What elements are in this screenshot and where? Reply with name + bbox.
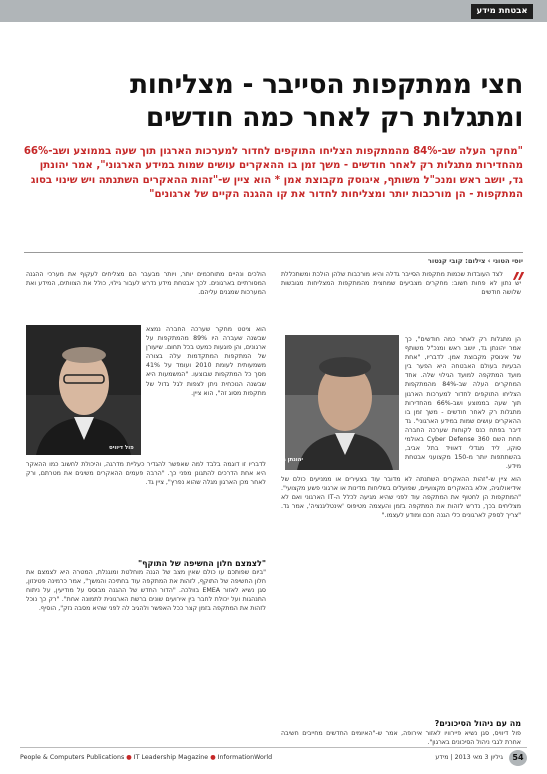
publication-name: People & Computers Publications: [20, 754, 125, 761]
separator-dot-icon: ●: [210, 754, 218, 761]
page-footer: [20, 752, 527, 766]
right-column-beside-photo: הן מתגלות רק לאחר כמה חודשים", כך אמר יהונתן גד, יושב ראש ומנכ"ל משותף של איגוסק מקבוצת אמן. לדבריו, "אחת הבעיות בעולם האבטחה היא הפער בין מועד המתקפה למועד הגילוי שלה. אחד המחקרים העלה שב-84% מהמתקפות הצליחו התוקפים לחדור למערכות הארגון תוך שעה בממוצע ושב-66% מהחדירות מתגלות רק לאחר חודשים - משך זמן בו ההאקרים עושים שמות במידע הארגוני". גד דיבר בפתח כנס לקוחות שערכה החברה תחת השם Cyber Defense 360 באולמי סוקו, ליד מגדלי דאוויד בתל אביב, בהשתתפות יותר מ-150 מקצועני אבטחת מידע.: [405, 336, 522, 471]
intro-paragraph: לצד העובדות שכמות מתקפות הסייבר גדלה והיא מורכבות שלהן הולכת ומשתכללת יש נתון לא פחות חשוב: מחקרים מצביעים שמחצית מהמתקפות המצליחות מגובשות שלושה חודשים: [281, 271, 521, 297]
issue-info: גיליון 3 מאי 2013 | מידע: [435, 754, 503, 761]
portrait-photo-gad: [285, 335, 399, 470]
headline-line-2: ומתגלות רק לאחר כמה חודשים: [145, 102, 523, 133]
portrait-davis-icon: [26, 325, 141, 455]
caption-gad: יהונתן גד: [279, 457, 303, 463]
right-column-end: פול דיוויס, סגן נשיא פיירוויו לאזור אירופה, אמר ש-"האיומים החדשים מחייבים חשיבה אחרת לגבי ניהול הסיכונים בארגון".: [281, 730, 521, 747]
left-column-end: "ביום שפותכם עו כולם שאין מצב של הגנה מוחלטת ומוגנלת, המטרה היא לצמצם את חלון החשיפה של התוקף, לזהות את המתקפה עוד בחתיכה והמשך", אמר כרמינה פטינזון, סגן נשיא לאזור EMEA בוולכה. "הדור החדש של ההגנה מבוסס על מודיעין, על ניתוח התנהגות ועל יכולת לחבר בין אירועים שונים ברשת הארגונית לתמונה אחת". "רק כך נוכל לזהות את המתקפה בזמן קצר ככל האפשר ולהגיב לה לפני שהיא מסבה נזק", הוסיף.: [26, 569, 266, 613]
footer-divider: [20, 747, 527, 748]
publications-list: [20, 754, 272, 761]
left-column-intro: הולכים ונהיים מתוחכמים יותר, ויותר מבעבר הם מצליחים לעקוף את מערכי ההגנה המסורתיים בארגונים. לכך אבטחת מידע נדרש לעבור גילוי, כולל את הצוותים, המידע ואת המערכות שמגנים עליהם.: [26, 271, 266, 297]
left-column-beside-photo: הוא ציטט מחקר שערכה החברה נמצא שבשנה שעברה היו 89% מהמתקפות על ארגונים, והן פוגעות כמעט בכל תחום. שיעורן של המתקפות המתקדמות עלה בצורה משמעותית לעומת 2010 ועומד על 41% מסך כל המתקפות שבוצעו. "המשמעות היא שבשנה הנוכחית ניתן לצפות לגל גדול של מתקפות מסוג זה", הוא ציין.: [146, 326, 266, 397]
article-headline: [23, 68, 523, 134]
publication-name: InformationWorld: [217, 754, 273, 761]
article-lead: "מחקר העלה שב-84% מהמתקפות הצליחו התוקפים לחדור למערכות הארגון תוך שעה בממוצע ושב-66% מהחדירות מתגלות רק לאחר חודשים - משך זמן בו ההאקרים עושים שמות במידע הארגוני", אמר יהונתן גד, יושב ראש ומנכ"ל משותף, איגוסק מקבוצת אמן * הוא ציין ש-"זהות ההאקרים השתנתה ויש שינוי בסוג המתקפות - הן מורכבות יותר ומצליחות לחדור את קו ההגנה הקיים של ארגונים": [23, 146, 523, 201]
separator-dot-icon: ●: [126, 754, 134, 761]
right-column-body: הוא ציין ש-"זהות ההאקרים השתנתה לא מדובר עוד בצעירים או ממניעים כולם של אידיאולוגיה, אלא בהאקרים מקצועיים, שפועלים בשליחות מדינות או ארגוני פשע מקצועי". "המתקפות הן לחטוף את המתקפה עוד לפני שהיא מגיעה לכלל ה-IT הארגוני ואם לא מצליחים בכך, נדרש לזהות את המתקפה בזמן והעצמה מטיפוס 'אינטליגנציה', אמר גד. "צריך לספק לארגונים כלי הגנה חכם ומודע לעצמו.": [281, 476, 522, 520]
page-number: 54: [509, 750, 527, 766]
quote-mark-icon: ״: [512, 260, 525, 300]
byline: יוסי הטוני › צילום: קובי קנטור: [427, 257, 523, 265]
subhead-attack-window: "לצמצם חלון החשיפה של התוקף": [137, 559, 266, 568]
subhead-risk-management: מה עם ניהול הסיכונים?: [434, 719, 521, 728]
caption-davis: פול דיוויס: [109, 445, 134, 451]
headline-line-1: חצי ממתקפות הסייבר - מצליחות: [129, 69, 523, 100]
left-column-body: לדבריו זו דוגמה בלבד למה שאפשר להגדיר כעליית מדרגה, והיכולת לחשוב כמו ההאקר היא אחת הדרכים להתגונן מפני כך. "הרבה פעמים ההאקרים משיגים את מטרתם, ורק לאחר מכן הארגון מגלה שהוא נפרץ", ציין גד.: [26, 461, 266, 487]
publication-name: IT Leadership Magazine: [133, 754, 209, 761]
divider: [24, 252, 523, 253]
right-column-intro: [281, 270, 521, 297]
section-label: אבטחת מידע: [471, 4, 533, 19]
section-header-band: [0, 0, 547, 22]
portrait-gad-icon: [285, 335, 399, 470]
portrait-photo-davis: [26, 325, 141, 455]
